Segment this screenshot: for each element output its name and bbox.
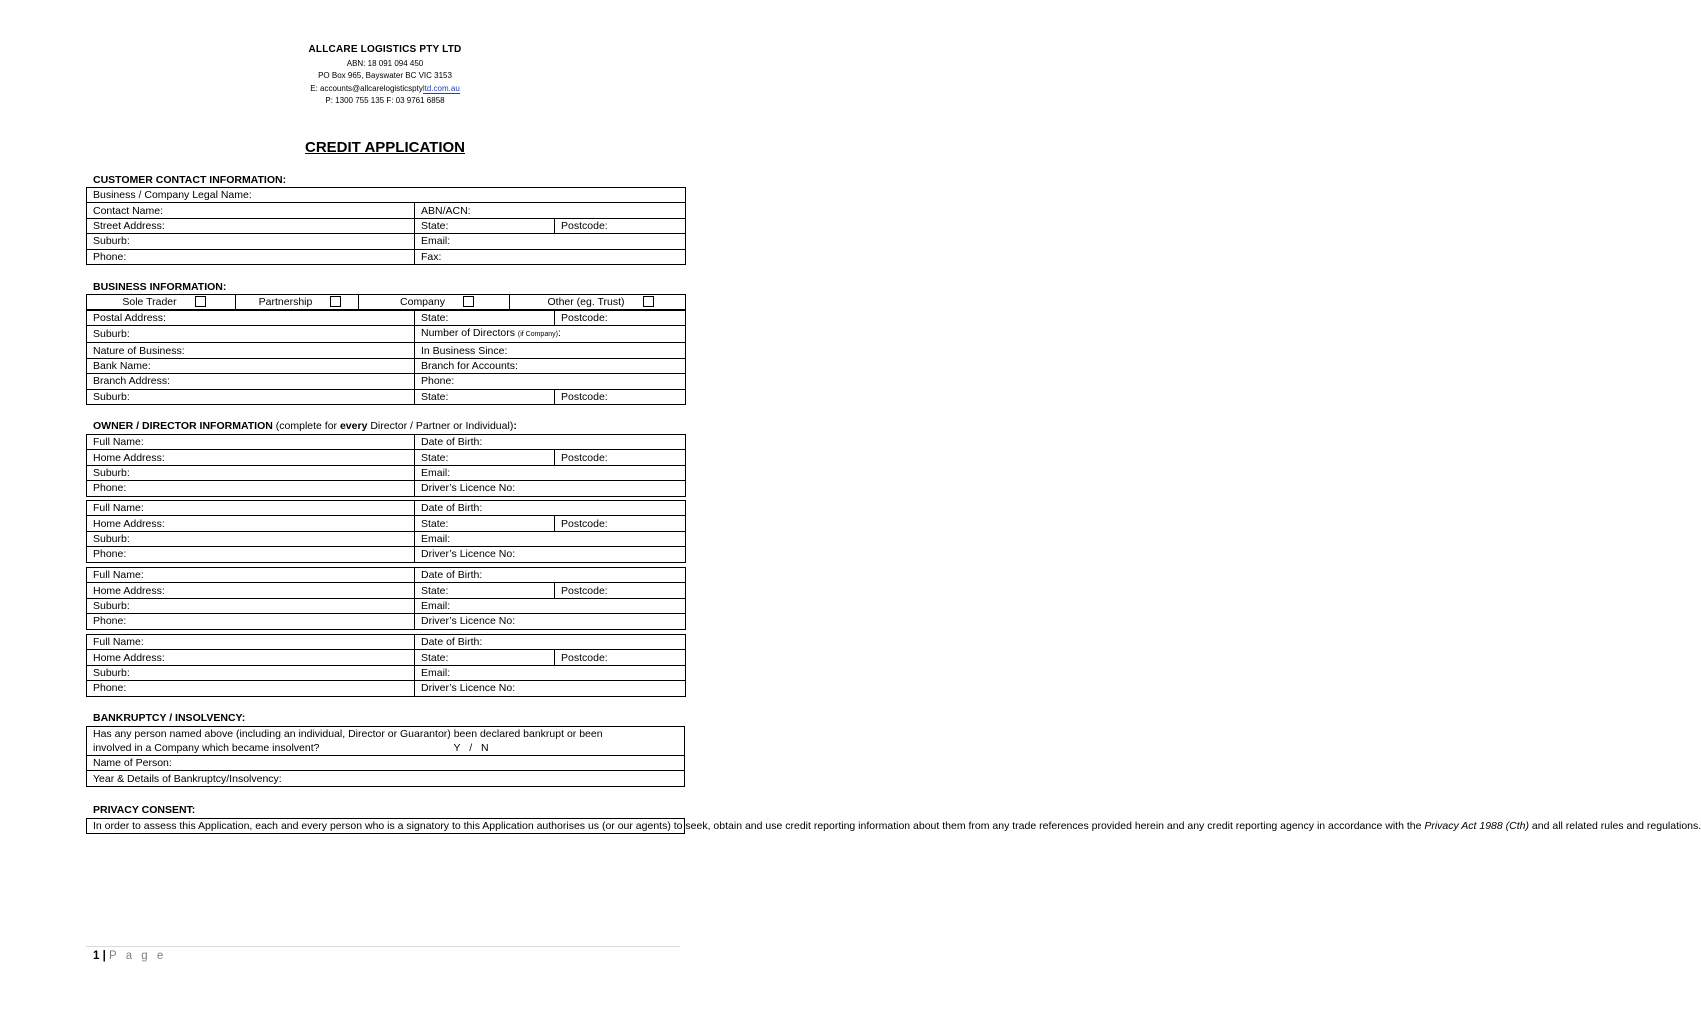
owner-table-4: [86, 634, 686, 697]
field-date-of-birth[interactable]: Date of Birth:: [415, 501, 686, 516]
table-row: [87, 358, 686, 373]
company-abn: ABN: 18 091 094 450: [346, 59, 424, 68]
customer-section-heading: CUSTOMER CONTACT INFORMATION:: [93, 174, 287, 186]
field-email[interactable]: Email:: [415, 465, 686, 480]
directors-note: (if Company): [517, 331, 558, 339]
privacy-table: [86, 818, 1701, 834]
table-row: [87, 249, 686, 264]
field-date-of-birth[interactable]: Date of Birth:: [415, 635, 686, 650]
table-row: [87, 614, 686, 629]
sole-trader-label: Sole Trader: [122, 296, 177, 309]
company-checkbox[interactable]: [463, 296, 474, 307]
table-row: [87, 481, 686, 496]
customer-table: [86, 187, 686, 265]
field-date-of-birth[interactable]: Date of Birth:: [415, 568, 686, 583]
field-drivers-licence[interactable]: Driver’s Licence No:: [415, 481, 686, 496]
field-drivers-licence[interactable]: Driver’s Licence No:: [415, 681, 686, 696]
field-state[interactable]: State:: [415, 450, 555, 465]
company-email: [0, 83, 770, 95]
table-row: [87, 819, 685, 834]
privacy-section-heading: PRIVACY CONSENT:: [93, 804, 196, 816]
field-suburb[interactable]: Suburb:: [87, 465, 415, 480]
field-contact-name[interactable]: Contact Name:: [87, 203, 415, 218]
email-link[interactable]: ltd.com.au: [422, 83, 460, 93]
sole-trader-checkbox[interactable]: [195, 296, 206, 307]
field-suburb[interactable]: Suburb:: [87, 598, 415, 613]
table-row: [87, 374, 686, 389]
page-title: CREDIT APPLICATION: [305, 139, 465, 156]
field-branch-address[interactable]: Branch Address:: [87, 374, 415, 389]
business-details-table: [86, 310, 686, 405]
business-type-sole-trader: [87, 295, 236, 310]
field-abn-acn[interactable]: ABN/ACN:: [415, 203, 686, 218]
field-postcode[interactable]: Postcode:: [555, 583, 686, 598]
table-row: [87, 450, 686, 465]
privacy-text: [87, 819, 1701, 834]
privacy-text-a: In order to assess this Application, each and every person who is a signatory to this Application authorises us (or our agents) to seek, obtain and use credit reporting information about them from any trade references provided herein and any credit reporting agency in accordance with the: [93, 820, 1425, 833]
field-postcode[interactable]: Postcode:: [555, 650, 686, 665]
other-checkbox[interactable]: [643, 296, 654, 307]
page-separator: |: [102, 950, 106, 962]
table-row: [87, 650, 686, 665]
privacy-act: Privacy Act 1988 (Cth): [1424, 820, 1529, 833]
table-row: [87, 218, 686, 233]
table-row: [87, 665, 686, 680]
table-row: [87, 501, 686, 516]
table-row: [87, 583, 686, 598]
table-row: [87, 311, 686, 326]
field-nature-of-business[interactable]: Nature of Business:: [87, 343, 415, 358]
table-row: [87, 771, 685, 786]
table-row: [87, 598, 686, 613]
owner-note-c: Director / Partner or Individual): [367, 420, 514, 432]
field-email[interactable]: Email:: [415, 234, 686, 249]
field-phone[interactable]: Phone:: [87, 681, 415, 696]
partnership-label: Partnership: [258, 296, 313, 309]
company-name: ALLCARE LOGISTICS PTY LTD: [308, 44, 462, 55]
bankruptcy-question[interactable]: [87, 727, 685, 756]
table-row: [87, 635, 686, 650]
table-row: [87, 516, 686, 531]
field-suburb[interactable]: Suburb:: [87, 665, 415, 680]
field-email[interactable]: Email:: [415, 598, 686, 613]
field-home-address[interactable]: Home Address:: [87, 516, 415, 531]
field-home-address[interactable]: Home Address:: [87, 583, 415, 598]
bankruptcy-section-heading: BANKRUPTCY / INSOLVENCY:: [93, 712, 246, 724]
owner-section-heading: [93, 420, 517, 432]
business-type-other: [510, 295, 686, 310]
page-label: P a g e: [109, 950, 167, 962]
table-row: [87, 547, 686, 562]
business-section-heading: BUSINESS INFORMATION:: [93, 281, 227, 293]
table-row: [87, 389, 686, 404]
field-in-business-since[interactable]: In Business Since:: [415, 343, 686, 358]
question-text: involved in a Company which became insolvent?: [93, 742, 320, 754]
field-phone[interactable]: Phone:: [87, 481, 415, 496]
field-bank-name[interactable]: Bank Name:: [87, 358, 415, 373]
email-text: E: accounts@allcarelogisticspty: [310, 83, 423, 93]
field-number-of-directors[interactable]: [415, 326, 686, 343]
field-suburb[interactable]: Suburb:: [87, 234, 415, 249]
field-branch-for-accounts[interactable]: Branch for Accounts:: [415, 358, 686, 373]
owner-table-2: [86, 500, 686, 563]
field-bankruptcy-details[interactable]: Year & Details of Bankruptcy/Insolvency:: [87, 771, 685, 786]
partnership-checkbox[interactable]: [330, 296, 341, 307]
field-fax[interactable]: Fax:: [415, 249, 686, 264]
field-state[interactable]: State:: [415, 650, 555, 665]
field-state[interactable]: State:: [415, 583, 555, 598]
footer-divider: [86, 946, 680, 947]
table-row: [87, 531, 686, 546]
business-table: [86, 294, 686, 310]
owner-note-a: (complete for: [272, 420, 340, 432]
field-suburb[interactable]: Suburb:: [87, 531, 415, 546]
field-email[interactable]: Email:: [415, 531, 686, 546]
company-label: Company: [400, 296, 445, 309]
field-phone[interactable]: Phone:: [87, 614, 415, 629]
field-postcode[interactable]: Postcode:: [555, 311, 686, 326]
company-address: PO Box 965, Bayswater BC VIC 3153: [318, 71, 452, 81]
field-full-name[interactable]: Full Name:: [87, 435, 415, 450]
field-name-of-person[interactable]: Name of Person:: [87, 756, 685, 771]
business-type-partnership: [236, 295, 359, 310]
owner-note-b: every: [339, 420, 368, 432]
field-state[interactable]: State:: [415, 516, 555, 531]
field-suburb[interactable]: Suburb:: [87, 326, 415, 343]
field-postal-address[interactable]: Postal Address:: [87, 311, 415, 326]
field-full-name[interactable]: Full Name:: [87, 501, 415, 516]
bankruptcy-table: [86, 726, 685, 787]
table-row: [87, 188, 686, 203]
table-row: [87, 203, 686, 218]
owner-table-1: [86, 434, 686, 497]
field-phone[interactable]: Phone:: [87, 547, 415, 562]
field-postcode[interactable]: Postcode:: [555, 450, 686, 465]
field-state[interactable]: State:: [415, 389, 555, 404]
question-line-1: Has any person named above (including an individual, Director or Guarantor) been declared bankrupt or been: [93, 728, 603, 740]
field-postcode[interactable]: Postcode:: [555, 218, 686, 233]
table-row: [87, 234, 686, 249]
yes-no-choice[interactable]: Y / N: [453, 742, 489, 754]
field-state[interactable]: State:: [415, 218, 555, 233]
page-number: 1: [93, 950, 100, 962]
directors-label: Number of Directors: [421, 327, 515, 340]
field-state[interactable]: State:: [415, 311, 555, 326]
field-full-name[interactable]: Full Name:: [87, 635, 415, 650]
field-legal-name[interactable]: Business / Company Legal Name:: [87, 188, 686, 203]
field-phone[interactable]: Phone:: [87, 249, 415, 264]
owner-heading-text: OWNER / DIRECTOR INFORMATION: [93, 420, 273, 432]
company-header: [0, 44, 770, 107]
business-type-row: [87, 295, 686, 310]
company-phone: P: 1300 755 135 F: 03 9761 6858: [325, 95, 445, 105]
field-email[interactable]: Email:: [415, 665, 686, 680]
field-drivers-licence[interactable]: Driver’s Licence No:: [415, 614, 686, 629]
field-date-of-birth[interactable]: Date of Birth:: [415, 435, 686, 450]
table-row: [87, 681, 686, 696]
field-home-address[interactable]: Home Address:: [87, 450, 415, 465]
directors-colon: :: [557, 327, 561, 340]
page-footer: [93, 950, 166, 962]
table-row: [87, 465, 686, 480]
other-label: Other (eg. Trust): [547, 296, 625, 309]
field-postcode[interactable]: Postcode:: [555, 389, 686, 404]
field-phone[interactable]: Phone:: [415, 374, 686, 389]
field-drivers-licence[interactable]: Driver’s Licence No:: [415, 547, 686, 562]
table-row: [87, 435, 686, 450]
field-full-name[interactable]: Full Name:: [87, 568, 415, 583]
field-street-address[interactable]: Street Address:: [87, 218, 415, 233]
table-row: [87, 756, 685, 771]
question-line-2: [93, 741, 684, 755]
business-type-company: [359, 295, 510, 310]
table-row: [87, 568, 686, 583]
owner-table-3: [86, 567, 686, 630]
field-postcode[interactable]: Postcode:: [555, 516, 686, 531]
privacy-text-b: and all related rules and regulations.: [1529, 820, 1701, 833]
field-home-address[interactable]: Home Address:: [87, 650, 415, 665]
field-suburb[interactable]: Suburb:: [87, 389, 415, 404]
table-row: [87, 343, 686, 358]
owner-note-colon: :: [513, 420, 517, 432]
table-row: [87, 326, 686, 343]
table-row: [87, 727, 685, 756]
